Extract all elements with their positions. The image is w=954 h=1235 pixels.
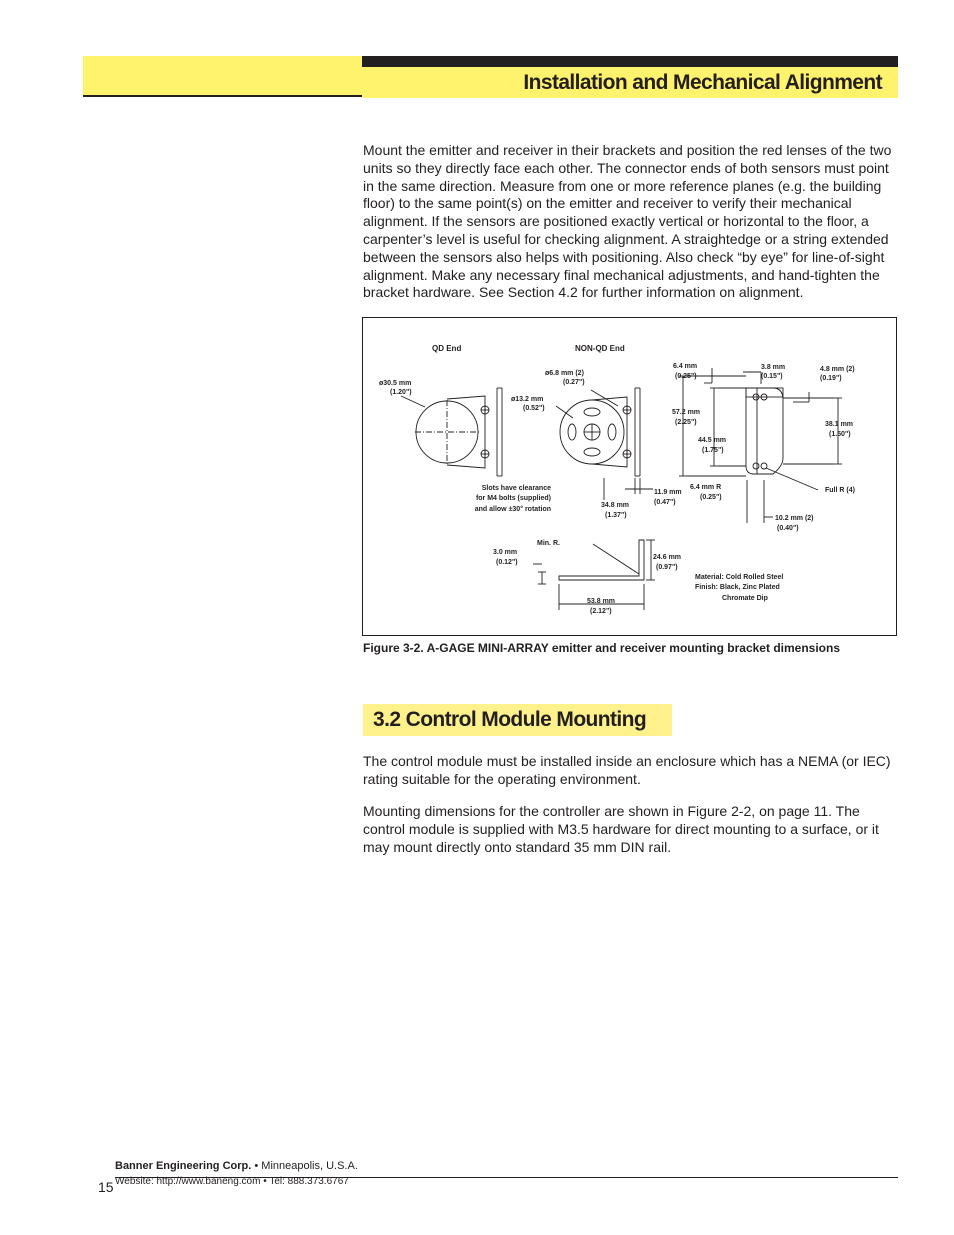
non-qd-end-label: NON-QD End — [575, 344, 625, 353]
page-title: Installation and Mechanical Alignment — [523, 71, 882, 94]
qd-end-label: QD End — [432, 344, 462, 353]
dim-dia-13-2-mm: ø13.2 mm — [511, 396, 544, 403]
dim-57-2-mm: 57.2 mm — [672, 409, 701, 416]
dim-dia-6-8-mm: ø6.8 mm (2) — [545, 370, 584, 377]
dim-53-8-in: (2.12") — [590, 608, 612, 615]
section-paragraph-2: Mounting dimensions for the controller are shown in Figure 2-2, on page 11. The control module is supplied with M3.5 hardware for direct mounting to a surface, or it may mount directly onto standard 35 mm DIN rail. — [363, 803, 879, 855]
footer-company: Banner Engineering Corp. — [115, 1160, 252, 1172]
dim-6-4-top-in: (0.25") — [675, 373, 697, 380]
dim-57-2-in: (2.25") — [675, 419, 697, 426]
dim-24-6-mm: 24.6 mm — [653, 554, 682, 561]
min-r-label: Min. R. — [537, 540, 560, 547]
dim-10-2-in: (0.40") — [777, 525, 799, 532]
dim-6-4-r-in: (0.25") — [700, 494, 722, 501]
dim-34-8-in: (1.37") — [605, 512, 627, 519]
footer-location: Minneapolis, U.S.A. — [261, 1160, 358, 1172]
section-paragraph-1: The control module must be installed inside an enclosure which has a NEMA (or IEC) rating suitable for the operating environment. — [363, 753, 891, 787]
dim-3-8-in: (0.15") — [761, 373, 783, 380]
header-title-band — [362, 67, 898, 98]
dim-38-1-mm: 38.1 mm — [825, 421, 854, 428]
dim-dia-13-2-in: (0.52") — [523, 405, 545, 412]
slots-note-line-3: and allow ±30° rotation — [474, 506, 551, 513]
material-note-line-2: Finish: Black, Zinc Plated — [695, 584, 780, 591]
figure-caption: Figure 3-2. A-GAGE MINI-ARRAY emitter and receiver mounting bracket dimensions — [363, 641, 840, 655]
header-left-rule — [83, 95, 362, 97]
bracket-drawing — [363, 318, 896, 635]
dim-dia-6-8-in: (0.27") — [563, 379, 585, 386]
dim-34-8-mm: 34.8 mm — [601, 502, 630, 509]
intro-paragraph: Mount the emitter and receiver in their brackets and position the red lenses of the two units so they directly face each other. The connector ends of both sensors must point in the same direction. Measure from one or more reference planes (e.g. the building floor) to the same point(s) on the emitter and receiver to verify their mechanical alignment. If the sensors are positioned exactly vertical or horizontal to the floor, a carpenter’s level is useful for checking alignment. A straightedge or a string extended between the sensors also helps with positioning. Also check “by eye” for line-of-sight alignment. Make any necessary final mechanical adjustments, and hand-tighten the bracket hardware. See Section 4.2 for further information on alignment. — [363, 142, 892, 301]
dim-44-5-in: (1.75") — [702, 447, 724, 454]
header-black-bar — [362, 56, 898, 67]
dim-4-8-mm: 4.8 mm (2) — [820, 366, 855, 373]
full-r-label: Full R (4) — [825, 487, 855, 494]
section-heading-band — [363, 704, 672, 736]
slots-note-line-2: for M4 bolts (supplied) — [475, 495, 551, 502]
dim-3-0-in: (0.12") — [496, 559, 518, 566]
footer-website-line: Website: http://www.baneng.com • Tel: 888.373.6767 — [115, 1176, 349, 1187]
header-left-band — [83, 56, 362, 96]
dim-6-4-top-mm: 6.4 mm — [673, 363, 698, 370]
dim-6-4-r-mm: 6.4 mm R — [690, 484, 722, 491]
slots-note-line-1: Slots have clearance — [481, 485, 551, 492]
dim-11-9-mm: 11.9 mm — [654, 489, 682, 496]
dim-11-9-in: (0.47") — [654, 499, 676, 506]
dim-10-2-mm: 10.2 mm (2) — [775, 515, 814, 522]
dim-24-6-in: (0.97") — [656, 564, 678, 571]
material-note-line-1: Material: Cold Rolled Steel — [695, 574, 784, 581]
footer-company-line — [115, 1160, 358, 1172]
dim-53-8-mm: 53.8 mm — [587, 598, 616, 605]
dim-dia-30-5-mm: ø30.5 mm — [379, 380, 412, 387]
page-number: 15 — [98, 1179, 114, 1195]
section-title: 3.2 Control Module Mounting — [373, 708, 647, 731]
dim-dia-30-5-in: (1.20") — [390, 389, 412, 396]
dim-3-8-mm: 3.8 mm — [761, 364, 786, 371]
footer-bullet: • — [254, 1160, 259, 1172]
dim-38-1-in: (1.50") — [829, 431, 851, 438]
material-note-line-3: Chromate Dip — [722, 595, 768, 602]
dim-3-0-mm: 3.0 mm — [493, 549, 518, 556]
dim-4-8-in: (0.19") — [820, 375, 842, 382]
dim-44-5-mm: 44.5 mm — [698, 437, 727, 444]
bracket-dimensions-figure — [362, 317, 897, 636]
